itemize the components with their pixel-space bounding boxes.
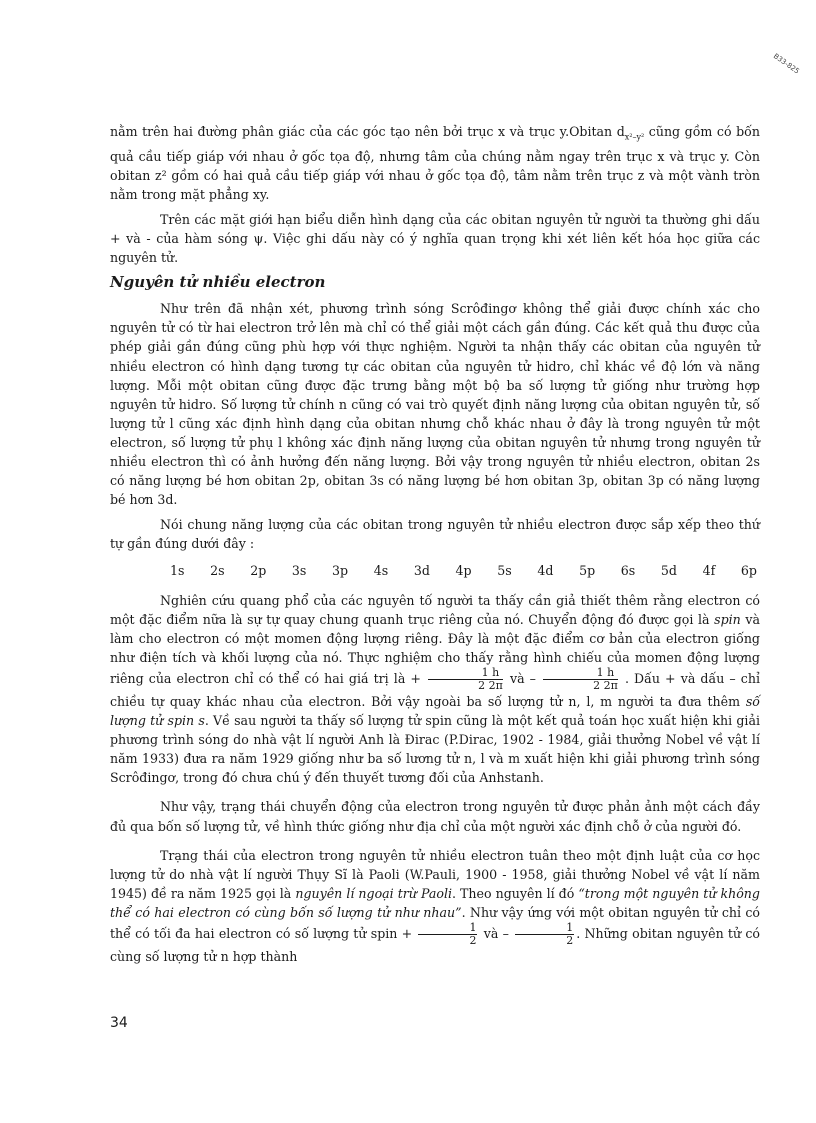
orbital-label: 6s (620, 563, 636, 579)
italic-quote: “trong một nguyên tử không thể có hai electron có cùng bốn số lượng tử như nhau” (110, 885, 760, 920)
italic-term: số lượng tử spin s (110, 693, 760, 729)
orbital-label: 4d (537, 563, 554, 579)
paragraph: Như vậy, trạng thái chuyển động của electron trong nguyên tử được phản ảnh một cách đầy đủ qua bốn số lượng tử, về hình thức giống như địa chỉ của một người xác định chỗ ở của người đó. (110, 799, 760, 834)
orbital-label: 4s (373, 563, 389, 579)
italic-term: spin (714, 611, 741, 627)
text-run: . Theo nguyên lí đó (452, 885, 575, 901)
fraction: $\frac{1}{2}$ (418, 922, 477, 947)
text-run: và làm cho electron có một momen động lượng riêng. Đây là một đặc điểm cơ bản của electron giống như điện tích và khối lượng của nó. Thực nghiệm cho thấy rằng hình chiếu của momen động lượng riêng của electron chỉ có thể có hai giá trị là + (110, 611, 760, 686)
text-run: và – (509, 670, 536, 686)
orbital-order-list (110, 561, 760, 580)
fraction: $\frac{1 h}{2 2\pi}$ (543, 667, 618, 692)
orbital-label: 6p (740, 563, 757, 579)
orbital-label: 5d (660, 563, 677, 579)
text-run: nằm trên hai đường phân giác của các góc tạo nên bởi trục x và trục y.Obitan (110, 124, 613, 139)
library-stamp: B33-825 (771, 52, 801, 76)
fraction: $\frac{1 h}{2 2\pi}$ (428, 667, 503, 692)
section-heading: Nguyên tử nhiều electron (110, 273, 326, 292)
orbital-label: 4p (455, 563, 472, 579)
italic-term: nguyên lí ngoại trừ Paoli (295, 885, 452, 901)
orbital-label: 3s (291, 563, 307, 579)
orbital-label: 3d (413, 563, 430, 579)
paragraph: Nói chung năng lượng của các obitan trong nguyên tử nhiều electron được sắp xếp theo thứ tự gần đúng dưới đây : (110, 517, 760, 552)
text-run: . Dấu + và dấu – chỉ chiều tự quay khác nhau của electron. Bởi vậy ngoài ba số lượng tử n, l, m người ta đưa thêm (110, 670, 760, 709)
orbital-label: 3p (332, 563, 349, 579)
text-run: . Như vậy ứng với một obitan nguyên tử chỉ có thể có tối đa hai electron có số lượng tử spin + (110, 904, 760, 941)
page-number: 34 (110, 1015, 128, 1031)
text-run: . Những obitan nguyên tử có cùng số lượng tử n hợp thành (110, 925, 760, 964)
orbital-label: 2p (250, 563, 267, 579)
text-run: Nghiên cứu quang phổ của các nguyên tố người ta thấy cần giả thiết thêm rằng electron có một đặc điểm nữa là sự tự quay chung quanh trục riêng của nó. Chuyển động đó được gọi là (110, 592, 760, 627)
text-run: và – (483, 925, 509, 941)
orbital-symbol: $d_{x^2-y^2}$ (616, 124, 645, 142)
orbital-label: 2s (210, 563, 225, 579)
orbital-label: 4f (702, 563, 716, 579)
text-run: . Về sau người ta thấy số lượng tử spin cũng là một kết quả toán học xuất hiện khi giải phương trình sóng do nhà vật lí người Anh là Đirac (P.Dirac, 1902 - 1984, giải thưởng Nobel về vật lí năm 1933) đưa ra năm 1929 giống như ba số lương tử n, l và m xuất hiện khi giải phương trình sóng Scrôđingơ, trong đó chưa chú ý đến thuyết tương đối của Anhstanh. (110, 713, 760, 786)
text-run: cũng gồm có bốn quả cầu tiếp giáp với nhau ở gốc tọa độ, nhưng tâm của chúng nằm ngay trên trục x và trục y. Còn obitan z² gồm có hai quả cầu tiếp giáp với nhau ở gốc tọa độ, tâm nằm trên trục z và một vành tròn nằm trong mặt phẳng xy. (110, 124, 760, 202)
body-text (110, 122, 760, 966)
paragraph: Như trên đã nhận xét, phương trình sóng Scrôđingơ không thể giải được chính xác cho nguyên tử có từ hai electron trở lên mà chỉ có thể giải một cách gần đúng. Các kết quả thu được của phép giải gần đúng cũng phù hợp với thực nghiệm. Người ta nhận thấy các obitan của nguyên tử nhiều electron có hình dạng tương tự các obitan của nguyên tử hidro, chỉ khác về độ lớn và năng lượng. Mỗi một obitan cũng được đặc trưng bằng một bộ ba số lượng tử giống như trường hợp nguyên tử hidro. Số lượng tử chính n cũng có vai trò quyết định năng lượng của obitan nguyên tử, số lượng tử l cũng xác định hình dạng của obitan nhưng chỗ khác nhau ở đây là trong nguyên tử một electron, số lượng tử phụ l không xác định năng lượng của obitan nguyên tử nhưng trong nguyên tử nhiều electron thì có ảnh hưởng đến năng lượng. Bởi vậy trong nguyên tử nhiều electron, obitan 2s có năng lượng bé hơn obitan 2p, obitan 3s có năng lượng bé hơn obitan 3p, obitan 3p có năng lượng bé hơn 3d. (110, 301, 760, 508)
orbital-label: 5p (579, 563, 596, 579)
orbital-label: 5s (497, 563, 512, 579)
paragraph (110, 591, 760, 788)
paragraph (110, 122, 760, 204)
orbital-label: 1s (170, 563, 185, 579)
paragraph: Trên các mặt giới hạn biểu diễn hình dạng của các obitan nguyên tử người ta thường ghi dấu + và - của hàm sóng ψ. Việc ghi dấu này có ý nghĩa quan trọng khi xét liên kết hóa học giữa các nguyên tử. (110, 211, 760, 266)
paragraph (110, 846, 760, 966)
fraction: $\frac{1}{2}$ (515, 922, 574, 947)
text-run: Trạng thái của electron trong nguyên tử nhiều electron tuân theo một định luật của cơ học lượng tử do nhà vật lí người Thụy Sĩ là Paoli (W.Pauli, 1900 - 1958, giải thưởng Nobel về vật lí năm 1945) đề ra năm 1925 gọi là (110, 847, 760, 901)
